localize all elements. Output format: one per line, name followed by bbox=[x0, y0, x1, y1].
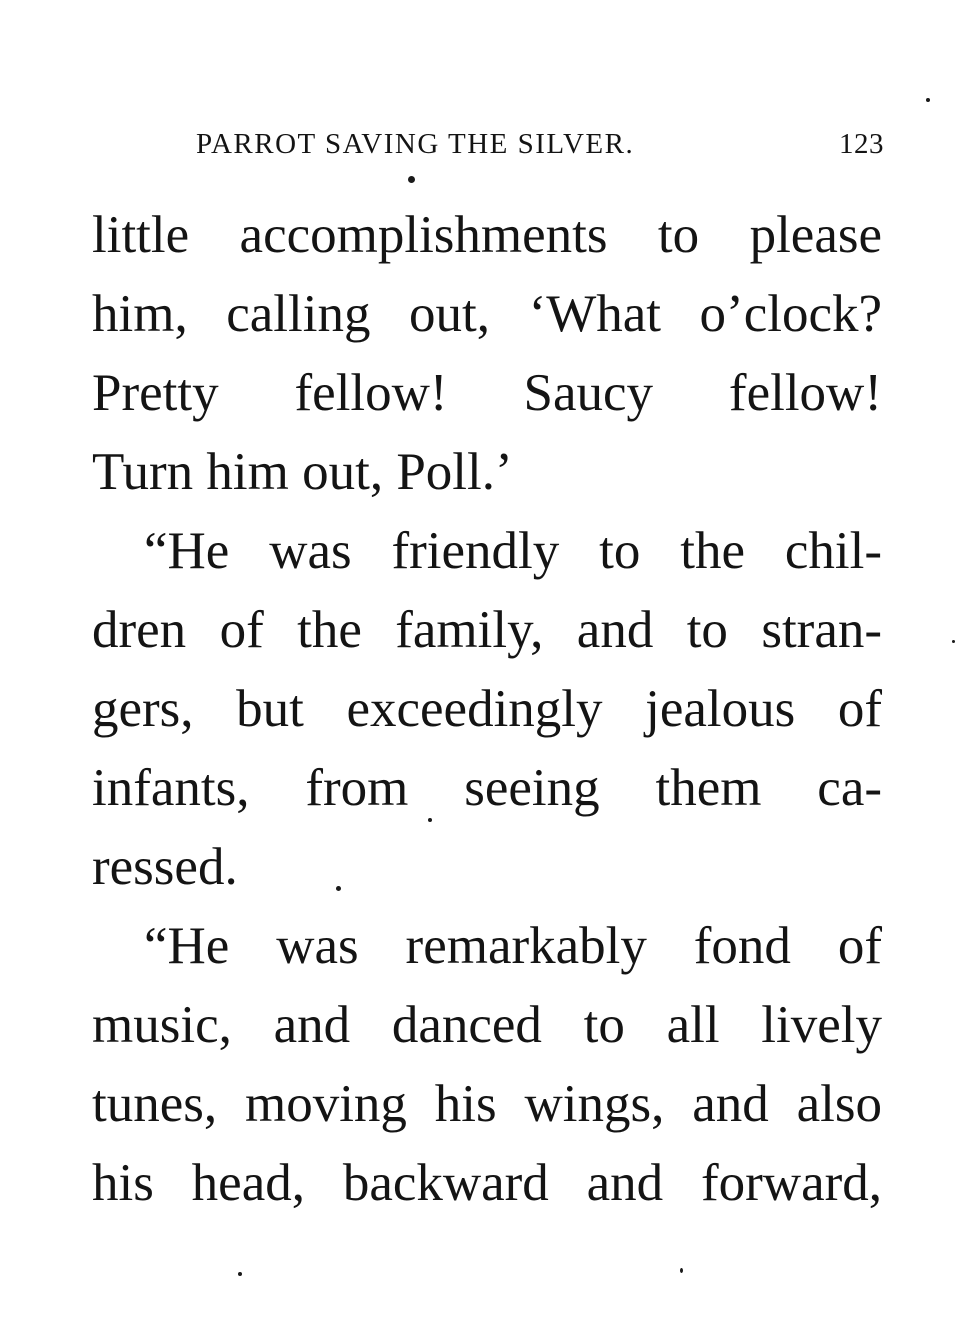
scan-speck bbox=[408, 176, 415, 183]
text-line: gers, but exceedingly jealous of bbox=[92, 680, 882, 738]
body-text bbox=[92, 196, 882, 1223]
scan-speck bbox=[238, 1272, 242, 1276]
text-line: Turn him out, Poll.’ bbox=[92, 443, 513, 501]
text-line: his head, backward and forward, bbox=[92, 1154, 882, 1212]
paragraph-start-line: “He was friendly to the chil- bbox=[144, 522, 882, 580]
scan-speck bbox=[428, 818, 432, 822]
scan-speck bbox=[952, 640, 955, 643]
running-title: PARROT SAVING THE SILVER. bbox=[196, 128, 635, 160]
paragraph-start-line: “He was remarkably fond of bbox=[144, 917, 882, 975]
text-line: music, and danced to all lively bbox=[92, 996, 882, 1054]
scan-speck bbox=[680, 1268, 683, 1273]
page-number: 123 bbox=[839, 128, 884, 160]
scan-speck bbox=[926, 98, 930, 102]
running-head bbox=[196, 124, 884, 164]
text-line: dren of the family, and to stran- bbox=[92, 601, 882, 659]
text-line: Pretty fellow! Saucy fellow! bbox=[92, 364, 882, 422]
text-line: infants, from seeing them ca- bbox=[92, 759, 882, 817]
text-line: ressed. bbox=[92, 838, 238, 896]
text-line: little accomplishments to please bbox=[92, 206, 882, 264]
scan-speck bbox=[336, 886, 341, 891]
text-line: tunes, moving his wings, and also bbox=[92, 1075, 882, 1133]
text-line: him, calling out, ‘What o’clock? bbox=[92, 285, 882, 343]
